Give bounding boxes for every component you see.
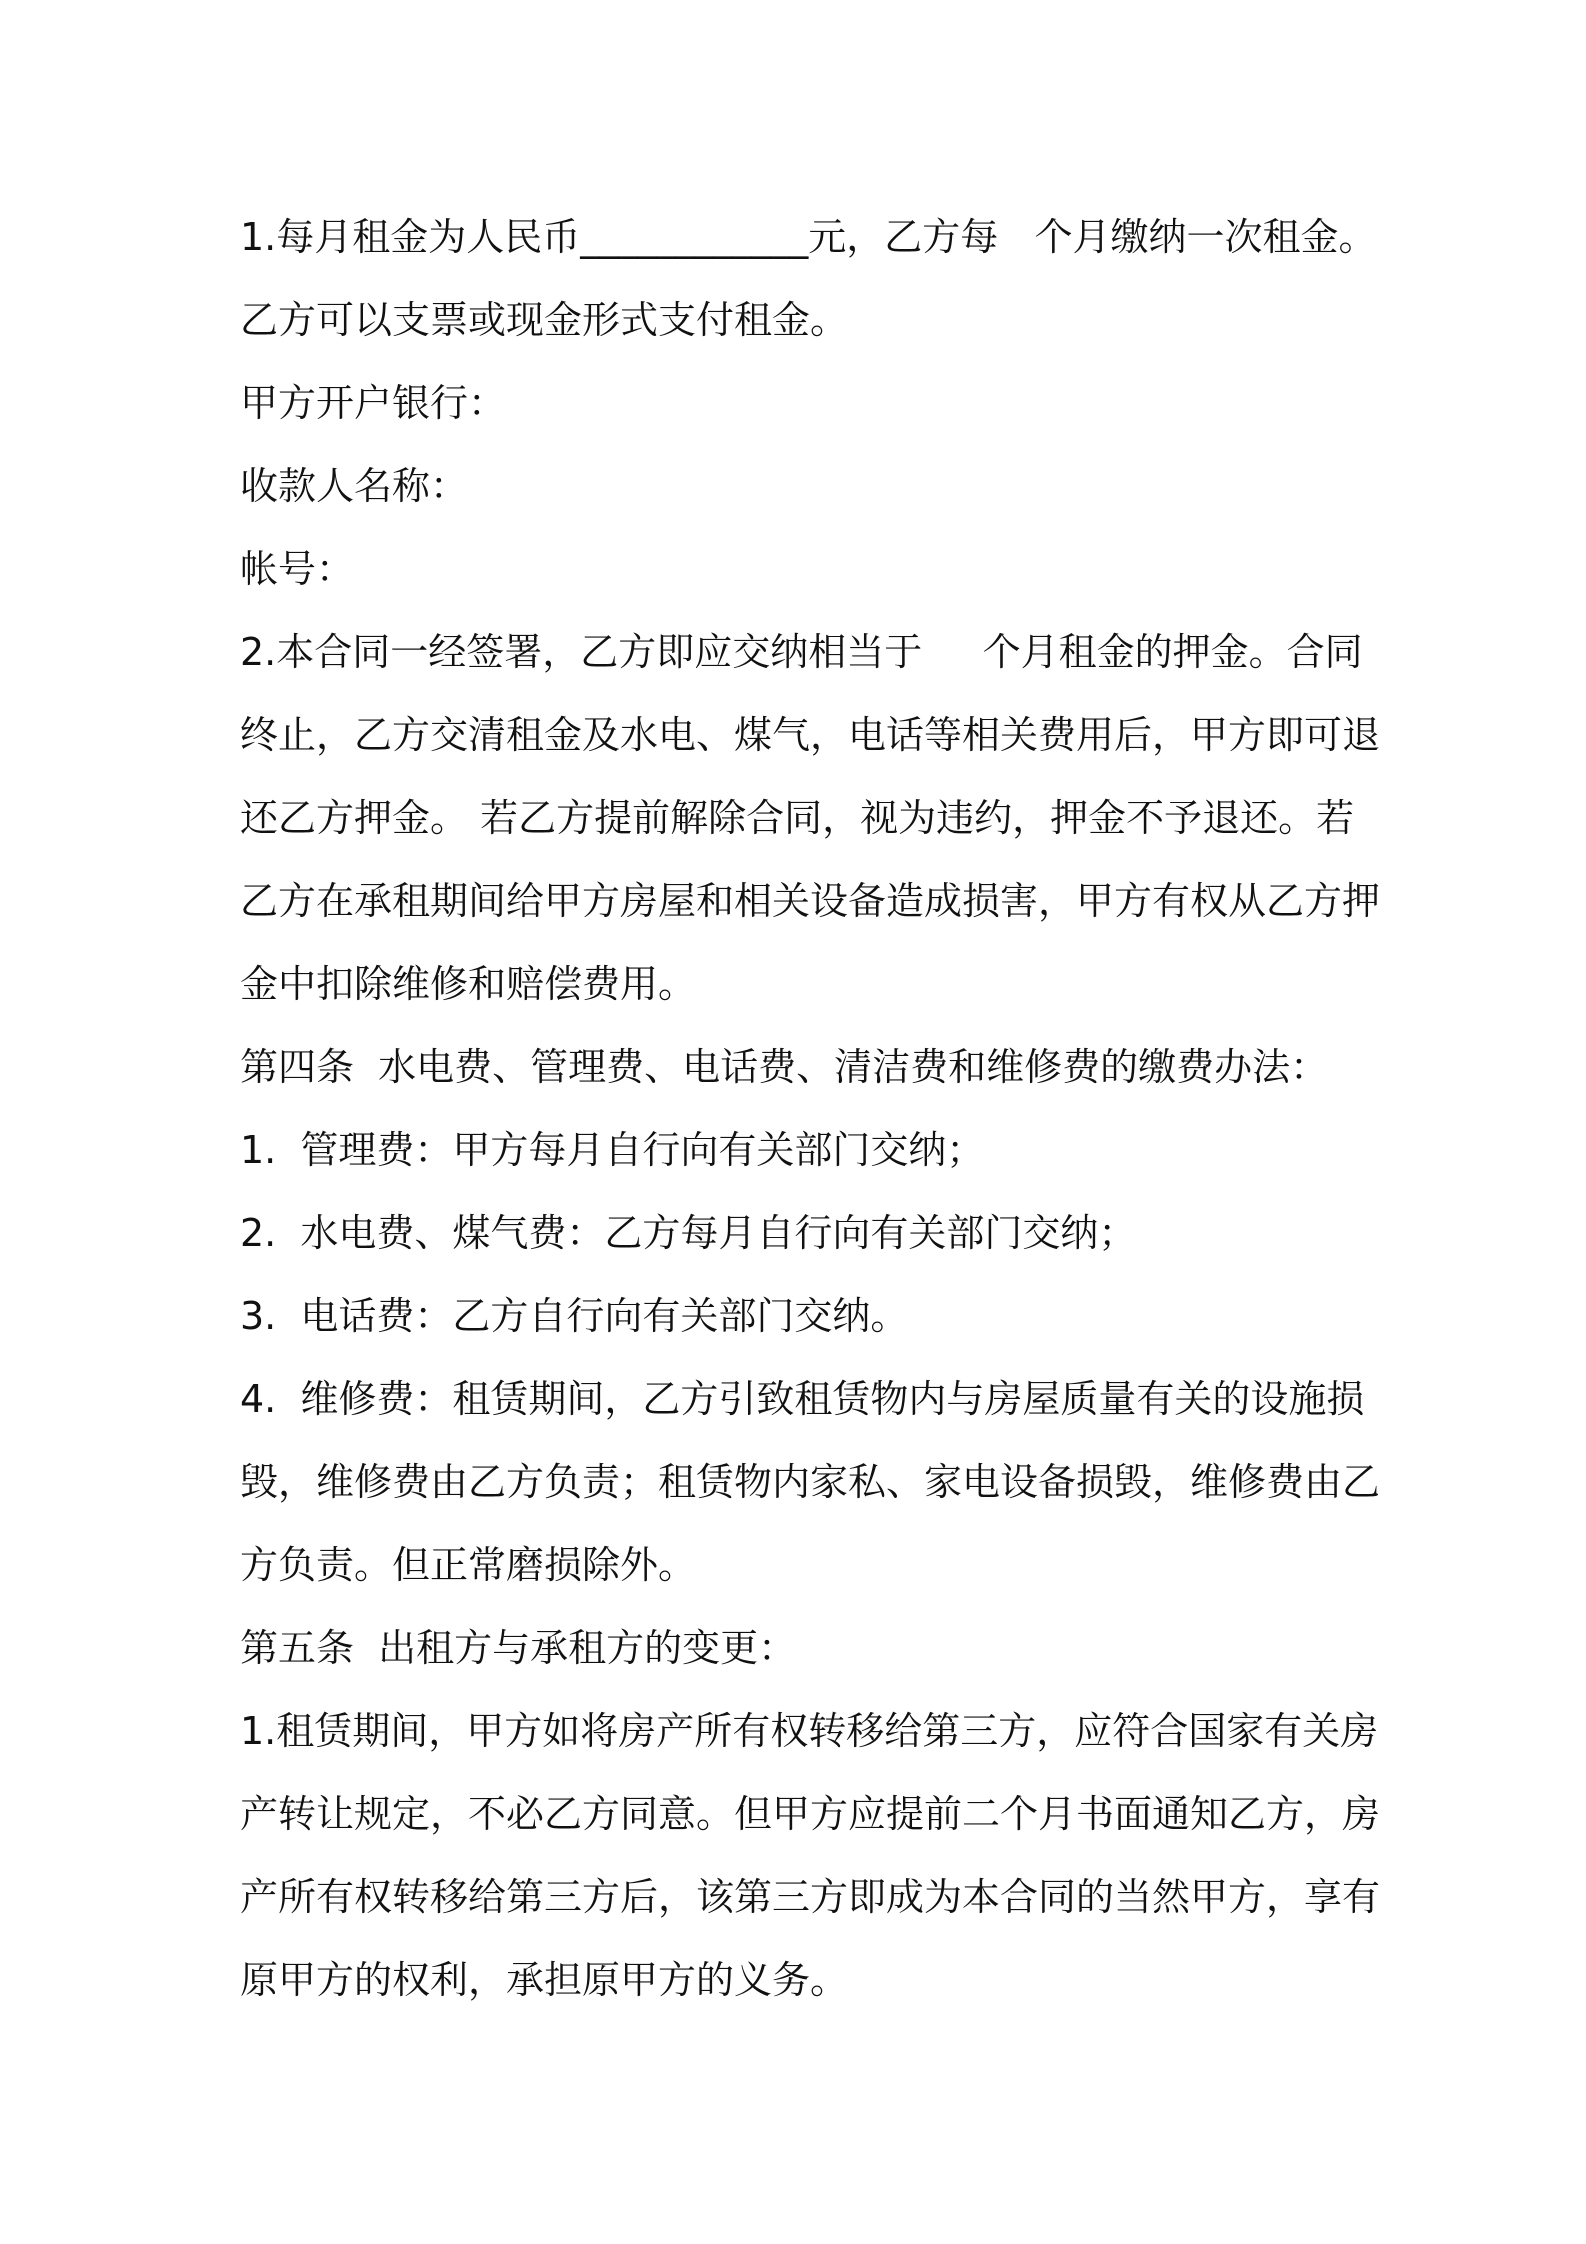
transfer-paragraph-line: 产所有权转移给第三方后，该第三方即成为本合同的当然甲方，享有 xyxy=(240,1875,1381,1919)
rent-amount-line: 1.每月租金为人民币____________元，乙方每 个月缴纳一次租金。 xyxy=(240,215,1377,259)
management-fee-line: 1. 管理费：甲方每月自行向有关部门交纳； xyxy=(240,1128,985,1172)
maintenance-fee-line: 毁，维修费由乙方负责；租赁物内家私、家电设备损毁，维修费由乙 xyxy=(240,1460,1381,1504)
maintenance-fee-line: 方负责。但正常磨损除外。 xyxy=(240,1543,697,1587)
phone-fee-line: 3. 电话费：乙方自行向有关部门交纳。 xyxy=(240,1294,909,1338)
deposit-paragraph-line: 金中扣除维修和赔偿费用。 xyxy=(240,962,697,1006)
account-line: 帐号： xyxy=(240,547,355,591)
transfer-paragraph-line: 产转让规定，不必乙方同意。但甲方应提前二个月书面通知乙方，房 xyxy=(240,1792,1381,1836)
payee-line: 收款人名称： xyxy=(240,464,469,508)
maintenance-fee-line: 4. 维修费：租赁期间，乙方引致租赁物内与房屋质量有关的设施损 xyxy=(240,1377,1365,1421)
bank-line: 甲方开户银行： xyxy=(240,381,507,425)
deposit-paragraph-line: 乙方在承租期间给甲方房屋和相关设备造成损害，甲方有权从乙方押 xyxy=(240,879,1381,923)
deposit-paragraph-line: 还乙方押金。 若乙方提前解除合同，视为违约，押金不予退还。若 xyxy=(240,796,1355,840)
payment-method-line: 乙方可以支票或现金形式支付租金。 xyxy=(240,298,849,342)
deposit-paragraph-line: 终止，乙方交清租金及水电、煤气，电话等相关费用后，甲方即可退 xyxy=(240,713,1381,757)
utilities-fee-line: 2. 水电费、煤气费：乙方每月自行向有关部门交纳； xyxy=(240,1211,1137,1255)
transfer-paragraph-line: 原甲方的权利，承担原甲方的义务。 xyxy=(240,1958,849,2002)
article-four-heading: 第四条 水电费、管理费、电话费、清洁费和维修费的缴费办法： xyxy=(240,1045,1329,1089)
article-five-heading: 第五条 出租方与承租方的变更： xyxy=(240,1626,797,1670)
document-page xyxy=(240,196,1381,2022)
deposit-paragraph-line: 2.本合同一经签署，乙方即应交纳相当于 个月租金的押金。合同 xyxy=(240,630,1363,674)
transfer-paragraph-line: 1.租赁期间，甲方如将房产所有权转移给第三方，应符合国家有关房 xyxy=(240,1709,1379,1753)
